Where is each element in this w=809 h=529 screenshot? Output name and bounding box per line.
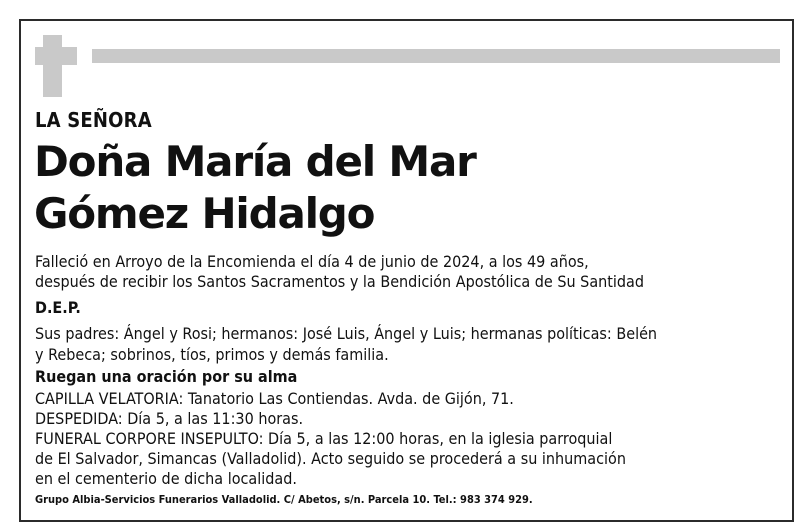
cross-icon	[43, 35, 62, 97]
header-rule	[92, 49, 780, 63]
death-info-line-1: Falleció en Arroyo de la Encomienda el día 4 de junio de 2024, a los 49 años,	[35, 252, 589, 271]
dep-label: D.E.P.	[35, 298, 81, 317]
intro-label: LA SEÑORA	[35, 108, 152, 132]
family-line-2: y Rebeca; sobrinos, tíos, primos y demás familia.	[35, 345, 389, 364]
deceased-name	[34, 136, 476, 240]
funeral-line-1: FUNERAL CORPORE INSEPULTO: Día 5, a las 12:00 horas, en la iglesia parroquial	[35, 429, 613, 448]
prayer-request: Ruegan una oración por su alma	[35, 367, 298, 386]
name-line-1: Doña María del Mar	[34, 137, 476, 186]
funeral-line-3: en el cementerio de dicha localidad.	[35, 469, 297, 488]
death-info-line-2: después de recibir los Santos Sacramentos y la Bendición Apostólica de Su Santidad	[35, 272, 644, 291]
name-line-2: Gómez Hidalgo	[34, 189, 375, 238]
family-line-1: Sus padres: Ángel y Rosi; hermanos: José Luis, Ángel y Luis; hermanas políticas: Belén	[35, 324, 658, 343]
funeral-home-footer: Grupo Albia-Servicios Funerarios Valladolid. C/ Abetos, s/n. Parcela 10. Tel.: 983 374 929.	[35, 493, 533, 506]
chapel-info: CAPILLA VELATORIA: Tanatorio Las Contiendas. Avda. de Gijón, 71.	[35, 389, 514, 408]
cross-icon-bar	[35, 47, 77, 65]
farewell-info: DESPEDIDA: Día 5, a las 11:30 horas.	[35, 409, 304, 428]
funeral-line-2: de El Salvador, Simancas (Valladolid). Acto seguido se procederá a su inhumación	[35, 449, 626, 468]
